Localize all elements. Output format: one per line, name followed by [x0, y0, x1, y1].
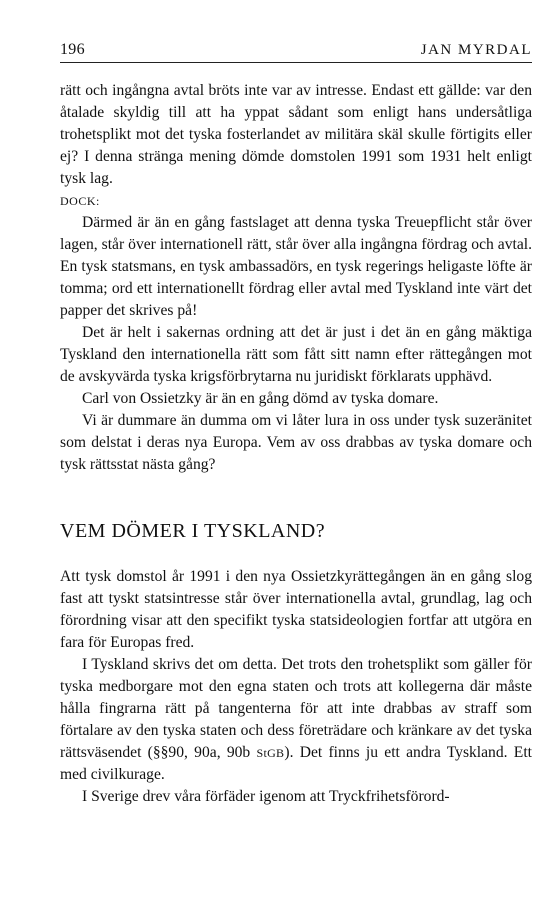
paragraph: Därmed är än en gång fastslaget att denna tyska Treuepflicht står över lagen, står över internationell rätt, står över alla ingångna fördrag och avtal. En tysk statsmans, en tysk ambassadörs, en tysk regerings heligaste löfte är tomma; ord ett internationellt fördrag eller avtal med Tyskland inte värt det papper det skrives på!	[60, 214, 532, 319]
book-page	[60, 40, 532, 808]
paragraph: Carl von Ossietzky är än en gång dömd av tyska domare.	[82, 390, 439, 407]
paragraph	[60, 654, 532, 786]
page-number: 196	[60, 41, 85, 58]
running-head-author: JAN MYRDAL	[420, 42, 532, 58]
section-text	[60, 566, 532, 808]
section-heading: VEM DÖMER I TYSKLAND?	[60, 520, 326, 542]
paragraph: rätt och ingångna avtal bröts inte var av intresse. Endast ett gällde: var den åtalade skyldig till att ha yppat sådant som enligt hans undersåtliga trohetsplikt mot det tyska fosterlandet av militära skäl skulle förtigits eller ej? I denna stränga mening dömde domstolen 1991 som 1931 helt enligt tysk lag.	[60, 82, 532, 187]
dock-label: DOCK:	[60, 194, 100, 208]
paragraph: Det är helt i sakernas ordning att det är just i det än en gång mäktiga Tyskland den internationella rätt som fått sitt namn efter rättegången mot de avskyvärda tyska krigsförbrytarna nu juridiskt förklarats upphävd.	[60, 324, 532, 385]
paragraph-text: I Tyskland skrivs det om detta. Det trots den trohetsplikt som gäller för tyska medborgare mot den egna staten och trots att kollegerna där måste hålla fingrarna rätt på tangenterna för att inte drabbas av straff som förtalare av den tyska staten och dess företrädare och kränkare av det tyska rättsväsendet (§§90, 90a, 90b	[60, 656, 532, 761]
running-header	[60, 40, 532, 63]
paragraph: Att tysk domstol år 1991 i den nya Ossietzkyrättegången än en gång slog fast att tyskt statsintresse står över internationella avtal, grundlag, lag och förordning visar att den specifikt tyska statsideologien fortfar att utgöra en fara för Europas fred.	[60, 568, 532, 651]
paragraph: Vi är dummare än dumma om vi låter lura in oss under tysk suzeränitet som delstat i deras nya Europa. Vem av oss drabbas av tyska domare och tysk rättsstat nästa gång?	[60, 412, 532, 473]
law-abbreviation: StGB	[256, 746, 285, 760]
body-text	[60, 80, 532, 476]
paragraph-text: ). Det finns ju ett andra Tyskland. Ett med civilkurage.	[60, 744, 532, 783]
paragraph: I Sverige drev våra förfäder igenom att Tryckfrihetsförord-	[82, 788, 450, 805]
